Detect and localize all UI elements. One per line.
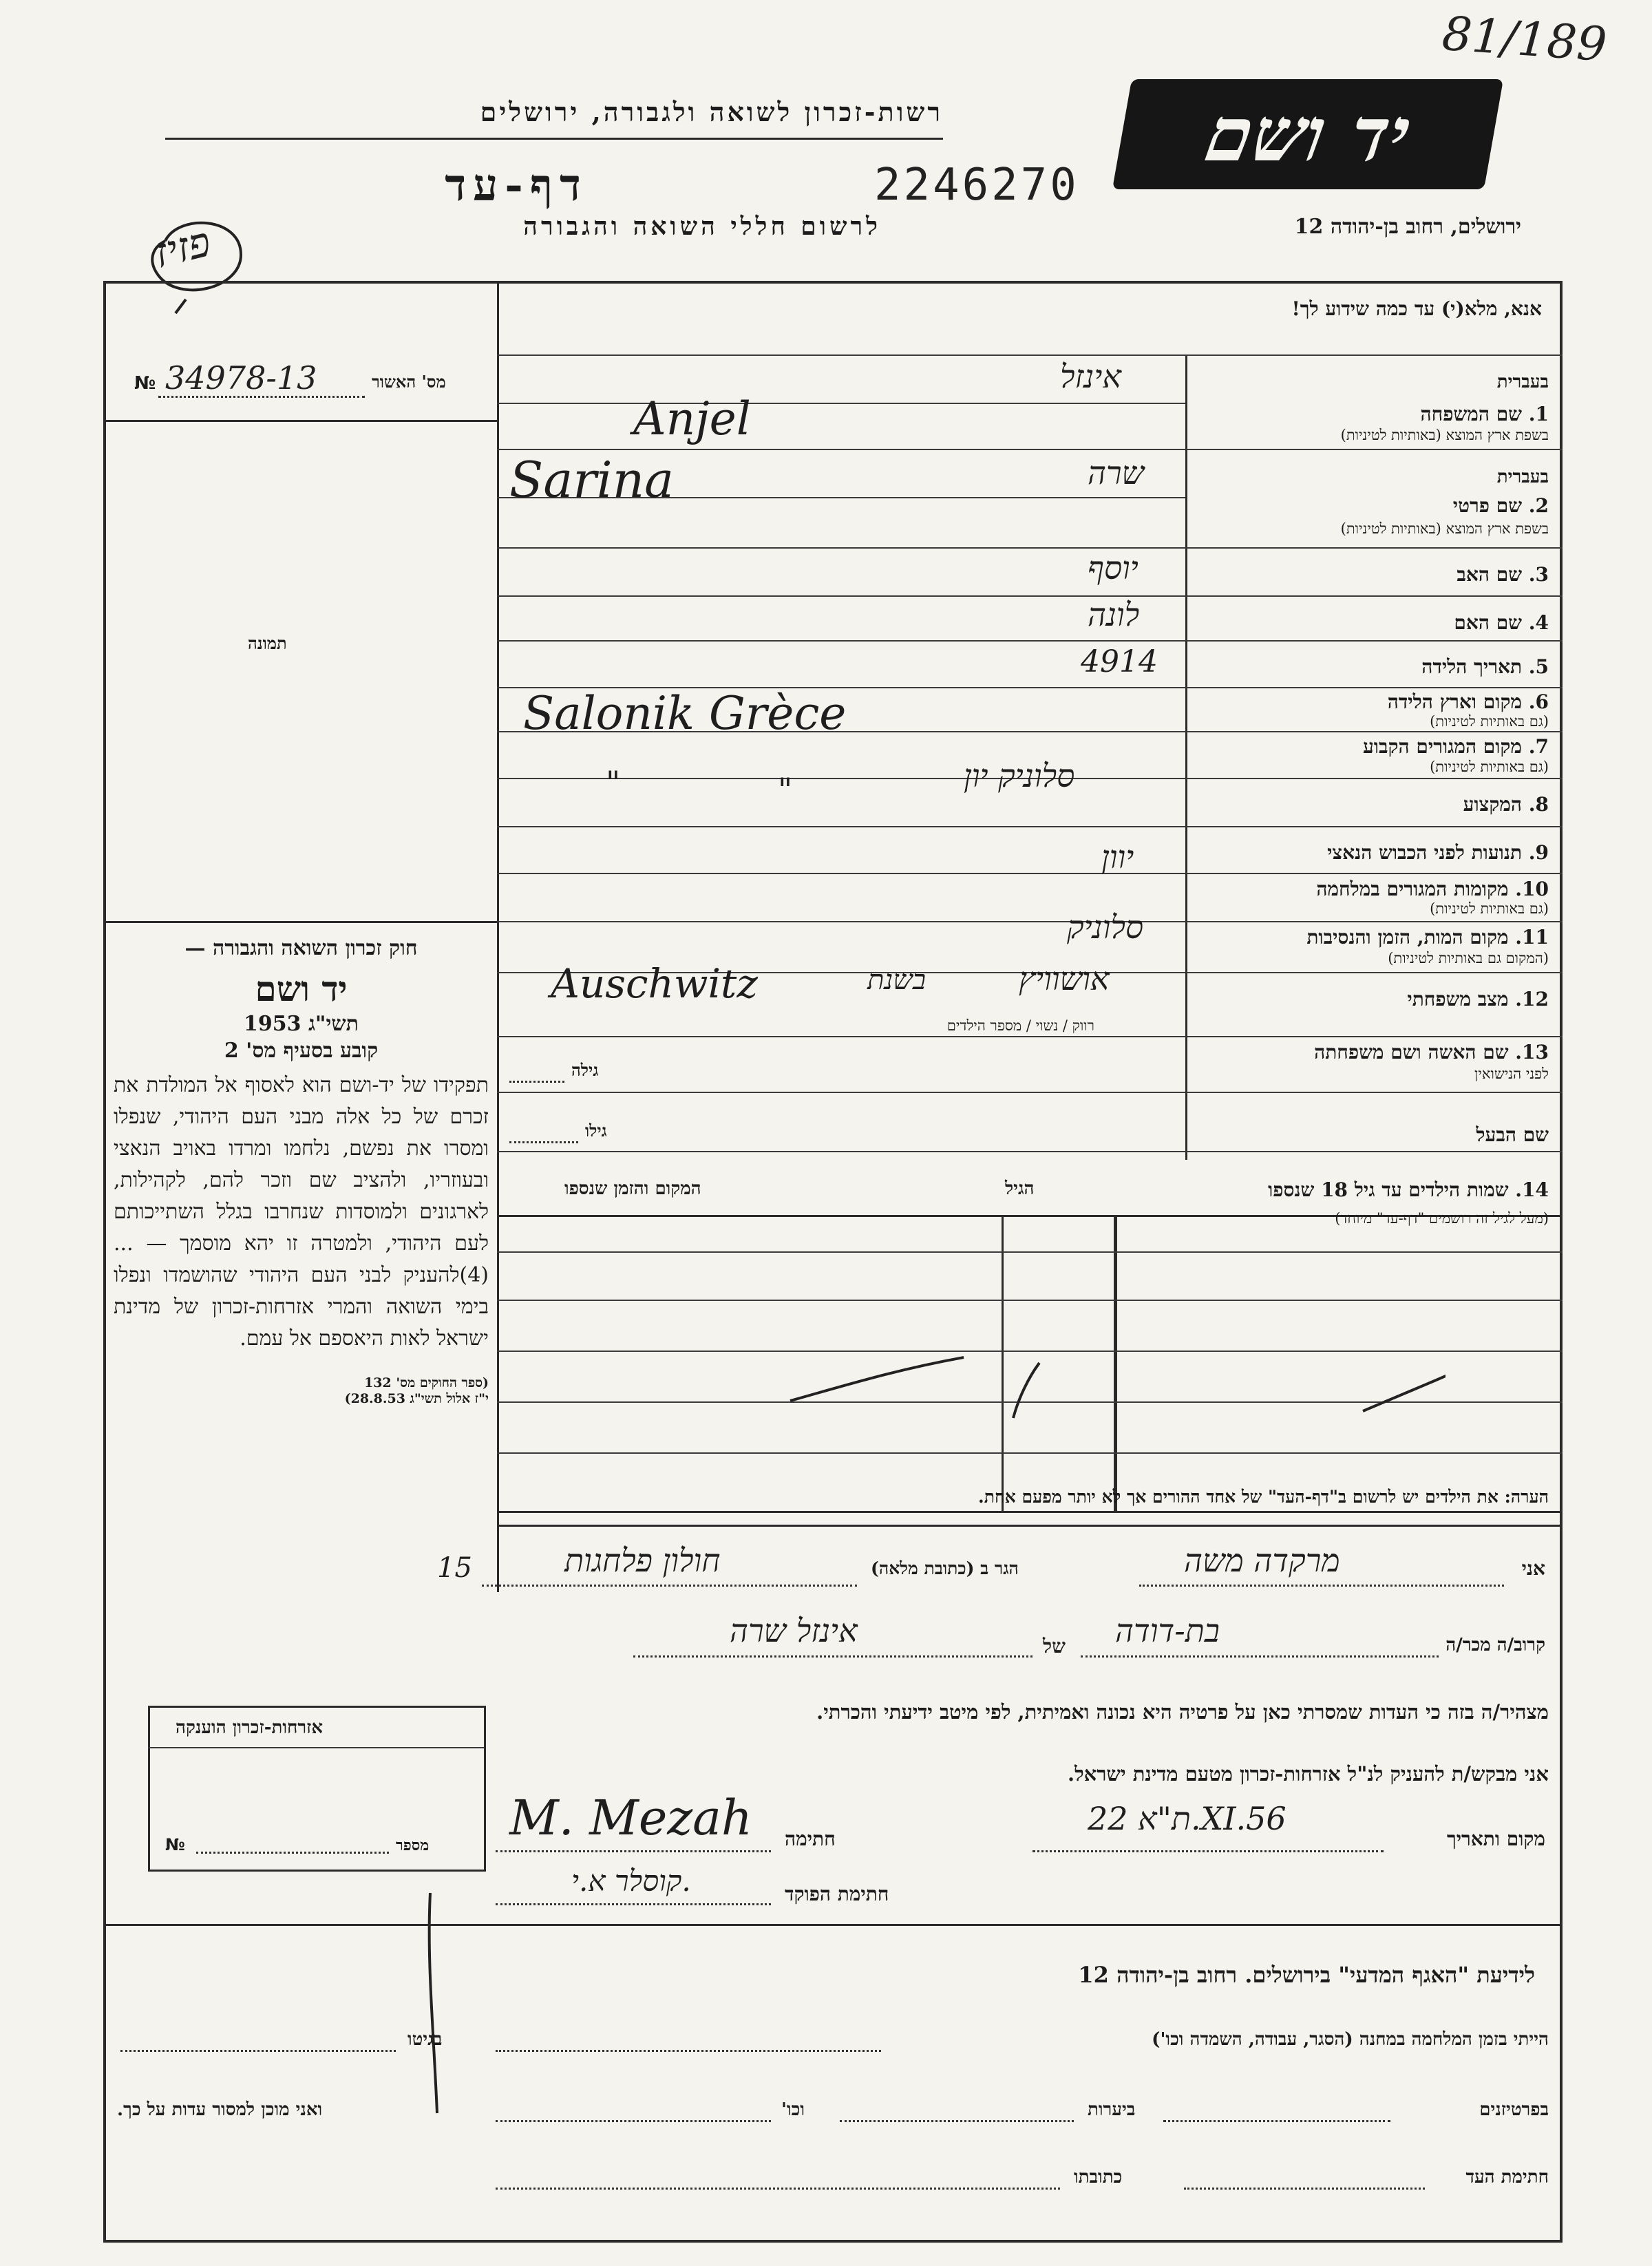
of-label: של bbox=[1043, 1635, 1066, 1658]
margin-note-loop bbox=[152, 223, 241, 290]
footer-ready-label: ואני מוכן למסור עדות על כך. bbox=[117, 2099, 323, 2120]
officer-dots bbox=[496, 1903, 771, 1905]
officer-stroke bbox=[406, 1893, 461, 2120]
wife-age-label: גילה bbox=[571, 1060, 599, 1080]
signature-dots bbox=[496, 1850, 771, 1852]
relation-dots bbox=[1081, 1655, 1439, 1658]
footer-etc-label: וכו' bbox=[781, 2099, 805, 2120]
children-row-line bbox=[497, 1300, 1563, 1301]
label-wife-sub: לפני הנישואין bbox=[1474, 1066, 1549, 1082]
children-age-header: הגיל bbox=[1005, 1178, 1035, 1199]
label-given-name-sub: בשפת ארץ המוצא (באותיות לטיניות) bbox=[1340, 520, 1549, 537]
label-profession: 8. המקצוע bbox=[1463, 793, 1549, 816]
label-residence-sub: (גם באותיות לטיניות) bbox=[1430, 759, 1549, 775]
law-block bbox=[114, 929, 489, 1407]
label-birthplace: 6. מקום וארץ הלידה bbox=[1387, 690, 1549, 713]
mother-name: לונה bbox=[1088, 596, 1140, 633]
residence-ditto-2: " bbox=[778, 771, 793, 808]
row-line bbox=[497, 640, 1563, 642]
declarer-name: מרקדה משה bbox=[1184, 1542, 1340, 1579]
footer-ghetto-dots bbox=[120, 2050, 396, 2052]
label-children-sub: (מעל לגיל זה רושמים "דף-עד" מיוחד) bbox=[1335, 1210, 1549, 1227]
declarer-address: חולון פלחגות bbox=[564, 1542, 721, 1579]
approval-no: № bbox=[134, 373, 156, 394]
children-table-bottom bbox=[497, 1511, 1563, 1513]
label-war-residence: 10. מקומות המגורים במלחמה bbox=[1316, 878, 1549, 900]
form-title: דף-עד bbox=[445, 160, 588, 211]
row-line bbox=[497, 595, 1563, 597]
law-name: יד ושם bbox=[255, 968, 348, 1009]
form-subtitle: לרשום חללי השואה והגבורה bbox=[523, 212, 881, 241]
approval-separator bbox=[103, 420, 499, 422]
label-marital: 12. מצב משפחתי bbox=[1407, 988, 1549, 1010]
label-column-divider bbox=[1185, 354, 1187, 1160]
surname-latin: Anjel bbox=[633, 392, 751, 445]
footer-signature-dots bbox=[1184, 2188, 1425, 2190]
corner-annotation: 81/189 bbox=[1440, 6, 1609, 73]
given-hebrew: שרה bbox=[1088, 454, 1145, 491]
approval-label: מס' האשור bbox=[372, 372, 446, 392]
footer-etc-dots bbox=[496, 2120, 771, 2122]
logo-text: יד ושם bbox=[1199, 92, 1417, 178]
place-date-dots bbox=[1032, 1850, 1384, 1852]
footer-partisans-dots bbox=[1163, 2120, 1390, 2122]
row-line bbox=[497, 354, 1563, 356]
footer-signature-label: חתימת העד bbox=[1465, 2167, 1549, 2188]
husband-age-label: גילו bbox=[585, 1121, 607, 1141]
movements-value: יוון bbox=[1101, 838, 1134, 876]
citizenship-box-title: אזרחות-זכרון הוענקה bbox=[176, 1717, 324, 1738]
wife-age-dots bbox=[509, 1081, 564, 1083]
death-note: בשנת bbox=[867, 964, 926, 996]
relation-label: קרוב/ה מכר/ה bbox=[1446, 1635, 1545, 1655]
label-wife: 13. שם האשה ושם משפחתה bbox=[1314, 1041, 1549, 1063]
law-footnote2: י"ז אלול תשי"ג 28.8.53) bbox=[344, 1391, 489, 1406]
given-latin: Sarina bbox=[509, 451, 674, 509]
instruction: אנא, מלא(י) עד כמה שידוע לך! bbox=[1291, 297, 1542, 320]
note-separator bbox=[497, 1525, 1563, 1527]
footer-camp-label: הייתי בזמן המלחמה במחנה (הסגר, עבודה, השמדה וכו') bbox=[1152, 2029, 1549, 2050]
footer-address-label: כתובתו bbox=[1074, 2167, 1123, 2188]
children-row-line bbox=[497, 1251, 1563, 1253]
label-surname-sub: בשפת ארץ המוצא (באותיות לטיניות) bbox=[1340, 427, 1549, 443]
signature-value: M. Mezah bbox=[509, 1790, 752, 1846]
surname-hebrew: אינזל bbox=[1060, 358, 1121, 395]
place-date-value: ת"א 22.XI.56 bbox=[1088, 1800, 1286, 1837]
label-husband: שם הבעל bbox=[1476, 1123, 1549, 1146]
declaration-text: מצהיר/ה בזה כי העדות שמסרתי כאן על פרטיה היא נכונה ואמיתית, לפי מיטב ידיעתי והכרתי. bbox=[816, 1700, 1549, 1724]
authority-title: רשות-זכרון לשואה ולגבורה, ירושלים bbox=[480, 96, 943, 127]
strike-mark-2 bbox=[1013, 1363, 1039, 1418]
footer-camp-dots bbox=[496, 2050, 881, 2052]
margin-note: פזיז bbox=[149, 218, 215, 278]
row-line bbox=[497, 403, 1185, 404]
photo-separator bbox=[103, 921, 499, 923]
citizenship-dots bbox=[196, 1852, 389, 1854]
children-place-header: המקום והזמן שנספו bbox=[564, 1178, 701, 1199]
death-place-hebrew: אושוויץ bbox=[1019, 960, 1110, 997]
yad-vashem-logo bbox=[1112, 79, 1503, 189]
label-father: 3. שם האב bbox=[1457, 563, 1549, 586]
death-place-latin: Auschwitz bbox=[551, 960, 758, 1007]
label-hebrew-1: בעברית bbox=[1496, 372, 1549, 392]
label-birth-date: 5. תאריך הלידה bbox=[1421, 655, 1549, 678]
label-movements: 9. תנועות לפני הכבוש הנאצי bbox=[1327, 841, 1549, 864]
footer-forests-label: ביערות bbox=[1088, 2099, 1136, 2120]
father-name: יוסף bbox=[1088, 549, 1139, 586]
label-hebrew-2: בעברית bbox=[1496, 467, 1549, 487]
of-dots bbox=[633, 1655, 1032, 1658]
label-death-sub: (המקום גם באותיות לטיניות) bbox=[1388, 950, 1549, 966]
footer-partisans-label: בפרטיזנים bbox=[1479, 2099, 1549, 2120]
request-text: אני מבקש/ת להעניק לנ"ל אזרחות-זכרון מטעם מדינת ישראל. bbox=[1067, 1762, 1549, 1786]
signature-label: חתימה bbox=[785, 1828, 836, 1850]
footer-ghetto-label: בגיטו bbox=[407, 2029, 443, 2050]
birth-date: 4914 bbox=[1081, 644, 1158, 679]
officer-label: חתימת הפוקד bbox=[785, 1883, 889, 1905]
citizenship-number-label: מספר bbox=[396, 1836, 430, 1854]
row-line bbox=[497, 826, 1563, 827]
resident-label: הגר ב (כתובת מלאה) bbox=[871, 1558, 1019, 1578]
label-given-name: 2. שם פרטי bbox=[1452, 494, 1549, 517]
declarer-extra: 15 bbox=[437, 1552, 472, 1584]
authority-underline bbox=[165, 138, 943, 140]
photo-label: תמונה bbox=[248, 633, 287, 653]
label-war-residence-sub: (גם באותיות לטיניות) bbox=[1430, 900, 1549, 917]
citizenship-no: № bbox=[165, 1835, 185, 1854]
label-birthplace-sub: (גם באותיות לטיניות) bbox=[1430, 713, 1549, 730]
relation-value: בת-דודה bbox=[1115, 1612, 1220, 1649]
left-column-divider bbox=[497, 281, 499, 1592]
declarer-address-dots bbox=[482, 1585, 857, 1587]
citizenship-box-line bbox=[148, 1747, 484, 1748]
footer-forests-dots bbox=[840, 2120, 1074, 2122]
strike-mark-1 bbox=[790, 1357, 964, 1401]
row-line bbox=[497, 1151, 1563, 1152]
law-date: תשי"ג 1953 bbox=[244, 1012, 359, 1036]
label-residence: 7. מקום המגורים הקבוע bbox=[1363, 735, 1549, 758]
footer-title: לידיעת "האגף המדעי" בירושלים. רחוב בן-יהודה 12 bbox=[1078, 1962, 1535, 1988]
label-death: 11. מקום המות, הזמן והנסיבות bbox=[1306, 926, 1549, 949]
officer-value: קוסלר א.י. bbox=[571, 1864, 691, 1898]
strike-mark-3 bbox=[1363, 1370, 1446, 1411]
marital-options: רווק / נשוי / מספר הילדים bbox=[946, 1017, 1094, 1034]
war-residence-value: סלוניק bbox=[1067, 909, 1144, 946]
footer-separator bbox=[103, 1924, 1563, 1926]
residence-hebrew: סלוניק יון bbox=[964, 757, 1075, 794]
row-line bbox=[497, 873, 1563, 874]
law-clause: קובע בסעיף מס' 2 bbox=[224, 1039, 379, 1063]
place-date-label: מקום ותאריך bbox=[1446, 1828, 1545, 1850]
of-value: אינזל שרה bbox=[730, 1612, 858, 1649]
label-mother: 4. שם האם bbox=[1454, 611, 1549, 634]
page-number: 2246270 bbox=[874, 160, 1079, 211]
declarer-name-dots bbox=[1139, 1585, 1504, 1587]
children-row-line bbox=[497, 1452, 1563, 1454]
law-footnote1: (ספר החוקים מס' 132 bbox=[364, 1375, 489, 1390]
row-line bbox=[497, 921, 1563, 922]
label-surname: 1. שם המשפחה bbox=[1420, 403, 1549, 425]
husband-age-dots bbox=[509, 1141, 578, 1143]
declarer-label: אני bbox=[1521, 1557, 1545, 1580]
officer-stroke-path bbox=[430, 1893, 437, 2113]
row-line bbox=[497, 1092, 1563, 1093]
law-body: תפקידו של יד-ושם הוא לאסוף אל המולדת את זכרם של כל אלה מבני העם היהודי, שנפלו ומסרו את נפשם, נלחמו ומרדו באויב הנאצי ובעוזריו, ולהציב שם וזכר להם, לקהילות, לארגונים ולמוסדות שנחרבו בגלל השתייכותם לעם היהודי, ולמטרה זו יהא מוסמך — ...(4)להעניק לבני העם היהודי שהושמדו ונפלו בימי השואה והמרי אזרחות-זכרון של מדינת ישראל לאות היאספם אל עמם. bbox=[114, 1073, 489, 1351]
footer-address-dots bbox=[496, 2188, 1060, 2190]
approval-number: 34978-13 bbox=[165, 359, 317, 396]
residence-ditto: " bbox=[606, 764, 621, 801]
law-line1: חוק זכרון השואה והגבורה — bbox=[184, 936, 418, 960]
row-line bbox=[497, 1036, 1563, 1037]
note: הערה: את הילדים יש לרשום ב"דף-העד" של אחד ההורים אך לא יותר מפעם אחת. bbox=[978, 1487, 1549, 1507]
children-strike-marks bbox=[757, 1349, 1446, 1432]
label-children: 14. שמות הילדים עד גיל 18 שנספו bbox=[1268, 1178, 1549, 1201]
address: ירושלים, רחוב בן-יהודה 12 bbox=[1294, 215, 1521, 239]
row-line bbox=[497, 449, 1563, 450]
row-line bbox=[497, 547, 1563, 549]
birthplace-latin: Salonik Grèce bbox=[523, 687, 847, 740]
approval-dots bbox=[158, 396, 365, 398]
